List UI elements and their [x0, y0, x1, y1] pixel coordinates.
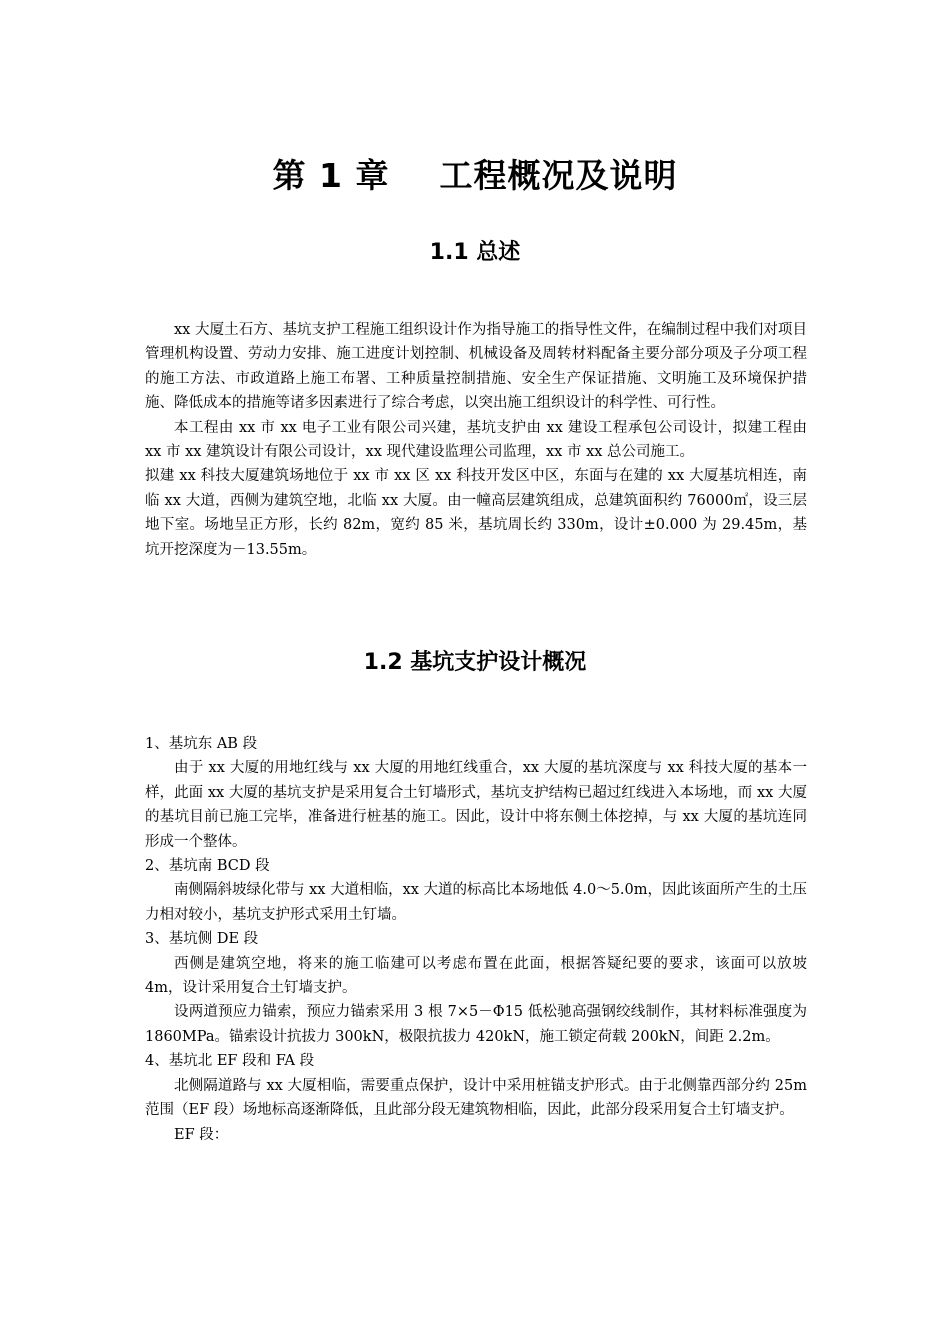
list-item-heading: 3、基坑侧 DE 段	[145, 931, 259, 948]
section-heading-overview: 1.1 总述	[429, 240, 521, 265]
list-item-heading: 4、基坑北 EF 段和 FA 段	[145, 1053, 315, 1070]
chapter-title: 第 1 章 工程概况及说明	[272, 156, 678, 195]
paragraph: 由于 xx 大厦的用地红线与 xx 大厦的用地红线重合，xx 大厦的基坑深度与 xx 科技大厦的基本一样，此面 xx 大厦的基坑支护是采用复合土钉墙形式，基坑支护结构已超过红线进入本场地，而 xx 大厦的基坑目前已施工完毕，准备进行桩基的施工。因此，设计中将东侧土体挖掉，与 xx 大厦的基坑连同形成一个整体。	[145, 760, 807, 850]
paragraph: 西侧是建筑空地，将来的施工临建可以考虑布置在此面，根据答疑纪要的要求，该面可以放坡 4m，设计采用复合土钉墙支护。	[145, 955, 807, 997]
paragraph: xx 大厦土石方、基坑支护工程施工组织设计作为指导施工的指导性文件，在编制过程中我们对项目管理机构设置、劳动力安排、施工进度计划控制、机械设备及周转材料配备主要分部分项及子分项工程的施工方法、市政道路上施工布署、工种质量控制措施、安全生产保证措施、文明施工及环境保护措施、降低成本的措施等诸多因素进行了综合考虑，以突出施工组织设计的科学性、可行性。	[145, 322, 807, 412]
paragraph: EF 段：	[174, 1126, 229, 1143]
paragraph: 设两道预应力锚索，预应力锚索采用 3 根 7×5－Φ15 低松驰高强钢绞线制作，其材料标准强度为 1860MPa。锚索设计抗拔力 300kN，极限抗拔力 420kN，施工锁定荷载 200kN，间距 2.2m。	[145, 1004, 807, 1045]
paragraph: 拟建 xx 科技大厦建筑场地位于 xx 市 xx 区 xx 科技开发区中区，东面与在建的 xx 大厦基坑相连，南临 xx 大道，西侧为建筑空地，北临 xx 大厦。由一幢高层建筑组成，总建筑面积约 76000㎡，设三层地下室。场地呈正方形，长约 82m，宽约 85 米，基坑周长约 330m，设计±0.000 为 29.45m，基坑开挖深度为－13.55m。	[145, 468, 807, 558]
paragraph: 本工程由 xx 市 xx 电子工业有限公司兴建，基坑支护由 xx 建设工程承包公司设计，拟建工程由 xx 市 xx 建筑设计有限公司设计，xx 现代建设监理公司监理，xx 市 xx 总公司施工。	[145, 419, 807, 461]
list-item-heading: 1、基坑东 AB 段	[145, 736, 258, 752]
paragraph: 南侧隔斜坡绿化带与 xx 大道相临，xx 大道的标高比本场地低 4.0～5.0m，因此该面所产生的土压力相对较小，基坑支护形式采用土钉墙。	[145, 882, 808, 923]
overview-body	[145, 318, 807, 562]
section-heading-pit-support-design: 1.2 基坑支护设计概况	[363, 650, 587, 675]
list-item-heading: 2、基坑南 BCD 段	[145, 858, 270, 875]
design-body	[145, 732, 807, 1147]
paragraph: 北侧隔道路与 xx 大厦相临，需要重点保护，设计中采用桩锚支护形式。由于北侧靠西部分约 25m 范围（EF 段）场地标高逐渐降低，且此部分段无建筑物相临，因此，此部分段采用复合土钉墙支护。	[145, 1077, 807, 1119]
